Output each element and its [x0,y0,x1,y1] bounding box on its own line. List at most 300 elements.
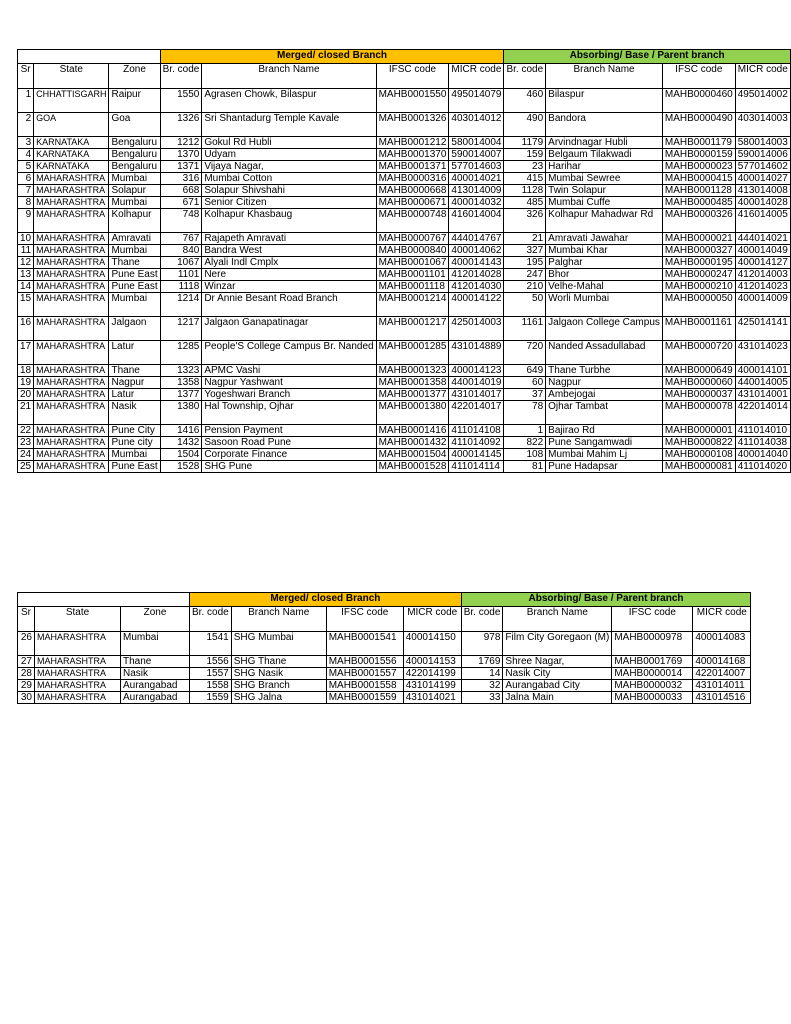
cell-merged-br-code: 767 [160,233,202,245]
cell-merged-ifsc: MAHB0001212 [376,137,449,149]
cell-absorbing-branch-name: Bilaspur [546,89,663,113]
col-header-merged-micr: MICR code [403,607,461,632]
table-row [18,668,751,680]
cell-absorbing-ifsc: MAHB0000078 [662,401,735,425]
column-header-row [18,607,751,632]
cell-absorbing-ifsc: MAHB0000327 [662,245,735,257]
table-row [18,632,751,656]
cell-state: MAHARASHTRA [34,257,109,269]
cell-merged-br-code: 1556 [190,656,232,668]
cell-sr: 15 [18,293,34,317]
cell-absorbing-br-code: 81 [504,461,546,473]
cell-state: KARNATAKA [34,161,109,173]
cell-absorbing-micr: 431014516 [693,692,751,704]
cell-absorbing-br-code: 415 [504,173,546,185]
cell-state: MAHARASHTRA [34,185,109,197]
cell-merged-br-code: 1067 [160,257,202,269]
cell-sr: 21 [18,401,34,425]
cell-sr: 24 [18,449,34,461]
col-header-merged-micr: MICR code [449,64,504,89]
cell-absorbing-ifsc: MAHB0000021 [662,233,735,245]
cell-merged-micr: 440014019 [449,377,504,389]
cell-absorbing-branch-name: Arvindnagar Hubli [546,137,663,149]
cell-absorbing-micr: 400014127 [735,257,790,269]
cell-absorbing-ifsc: MAHB0000978 [612,632,693,656]
cell-absorbing-ifsc: MAHB0000822 [662,437,735,449]
cell-merged-branch-name: Corporate Finance [202,449,376,461]
cell-absorbing-branch-name: Thane Turbhe [546,365,663,377]
cell-absorbing-micr: 440014005 [735,377,790,389]
cell-merged-micr: 580014004 [449,137,504,149]
cell-sr: 23 [18,437,34,449]
cell-absorbing-branch-name: Bhor [546,269,663,281]
cell-sr: 4 [18,149,34,161]
cell-absorbing-br-code: 1769 [461,656,503,668]
cell-sr: 30 [18,692,35,704]
cell-state: MAHARASHTRA [34,377,109,389]
cell-sr: 6 [18,173,34,185]
cell-state: MAHARASHTRA [34,173,109,185]
cell-absorbing-ifsc: MAHB0000649 [662,365,735,377]
cell-absorbing-micr: 431014011 [693,680,751,692]
cell-zone: Kolhapur [109,209,160,233]
cell-merged-micr: 431014889 [449,341,504,365]
table-row [18,656,751,668]
col-header-absorbing-br-code: Br. code [504,64,546,89]
cell-absorbing-micr: 400014028 [735,197,790,209]
cell-absorbing-ifsc: MAHB0001769 [612,656,693,668]
cell-merged-branch-name: SHG Jalna [231,692,326,704]
cell-zone: Mumbai [109,197,160,209]
cell-absorbing-branch-name: Jalna Main [503,692,612,704]
cell-absorbing-ifsc: MAHB0000023 [662,161,735,173]
cell-merged-branch-name: Bandra West [202,245,376,257]
cell-merged-ifsc: MAHB0001550 [376,89,449,113]
cell-absorbing-br-code: 60 [504,377,546,389]
cell-absorbing-ifsc: MAHB0000247 [662,269,735,281]
table-row [18,281,791,293]
cell-absorbing-br-code: 14 [461,668,503,680]
cell-absorbing-branch-name: Belgaum Tilakwadi [546,149,663,161]
col-header-merged-ifsc: IFSC code [326,607,403,632]
cell-merged-ifsc: MAHB0001285 [376,341,449,365]
cell-merged-micr: 411014114 [449,461,504,473]
cell-merged-branch-name: Hal Township, Ojhar [202,401,376,425]
cell-absorbing-micr: 403014003 [735,113,790,137]
cell-absorbing-branch-name: Jalgaon College Campus [546,317,663,341]
cell-merged-micr: 400014122 [449,293,504,317]
col-header-merged-branch-name: Branch Name [231,607,326,632]
col-header-sr: Sr [18,607,35,632]
cell-zone: Mumbai [109,245,160,257]
cell-absorbing-micr: 431014023 [735,341,790,365]
cell-merged-branch-name: SHG Nasik [231,668,326,680]
cell-absorbing-branch-name: Bandora [546,113,663,137]
col-header-absorbing-branch-name: Branch Name [503,607,612,632]
cell-merged-branch-name: Nagpur Yashwant [202,377,376,389]
cell-absorbing-br-code: 1 [504,425,546,437]
cell-merged-br-code: 1326 [160,113,202,137]
cell-merged-br-code: 1504 [160,449,202,461]
cell-merged-branch-name: Udyam [202,149,376,161]
cell-absorbing-branch-name: Worli Mumbai [546,293,663,317]
cell-merged-ifsc: MAHB0001559 [326,692,403,704]
table-row [18,425,791,437]
cell-merged-br-code: 1358 [160,377,202,389]
cell-merged-ifsc: MAHB0001214 [376,293,449,317]
cell-absorbing-branch-name: Kolhapur Mahadwar Rd [546,209,663,233]
cell-zone: Amravati [109,233,160,245]
cell-merged-ifsc: MAHB0001370 [376,149,449,161]
cell-merged-ifsc: MAHB0000748 [376,209,449,233]
cell-absorbing-br-code: 1179 [504,137,546,149]
cell-state: MAHARASHTRA [34,365,109,377]
cell-absorbing-branch-name: Velhe-Mahal [546,281,663,293]
table-row [18,137,791,149]
cell-merged-ifsc: MAHB0001556 [326,656,403,668]
cell-merged-branch-name: SHG Thane [231,656,326,668]
cell-absorbing-micr: 412014023 [735,281,790,293]
cell-absorbing-br-code: 21 [504,233,546,245]
cell-absorbing-micr: 425014141 [735,317,790,341]
cell-absorbing-branch-name: Amravati Jawahar [546,233,663,245]
cell-absorbing-br-code: 50 [504,293,546,317]
cell-zone: Goa [109,113,160,137]
col-header-zone: Zone [109,64,160,89]
cell-state: MAHARASHTRA [34,401,109,425]
cell-absorbing-br-code: 195 [504,257,546,269]
cell-absorbing-micr: 411014020 [735,461,790,473]
cell-state: MAHARASHTRA [34,245,109,257]
cell-sr: 13 [18,269,34,281]
cell-merged-ifsc: MAHB0001371 [376,161,449,173]
cell-absorbing-ifsc: MAHB0000415 [662,173,735,185]
cell-merged-br-code: 1217 [160,317,202,341]
merged-branch-band: Merged/ closed Branch [160,50,504,64]
band-header-row [18,50,791,64]
cell-absorbing-br-code: 210 [504,281,546,293]
cell-absorbing-branch-name: Mumbai Sewree [546,173,663,185]
cell-zone: Latur [109,389,160,401]
cell-merged-br-code: 1377 [160,389,202,401]
cell-zone: Pune City [109,425,160,437]
cell-absorbing-ifsc: MAHB0000033 [612,692,693,704]
cell-absorbing-branch-name: Mumbai Khar [546,245,663,257]
cell-absorbing-ifsc: MAHB0000326 [662,209,735,233]
cell-zone: Nasik [109,401,160,425]
cell-zone: Bengaluru [109,149,160,161]
cell-absorbing-ifsc: MAHB0000014 [612,668,693,680]
table-row [18,149,791,161]
cell-merged-ifsc: MAHB0001380 [376,401,449,425]
cell-merged-br-code: 671 [160,197,202,209]
cell-merged-br-code: 1541 [190,632,232,656]
table-row [18,317,791,341]
cell-absorbing-micr: 400014009 [735,293,790,317]
cell-absorbing-ifsc: MAHB0000159 [662,149,735,161]
cell-merged-micr: 577014603 [449,161,504,173]
cell-absorbing-branch-name: Mumbai Mahim Lj [546,449,663,461]
cell-merged-branch-name: Mumbai Cotton [202,173,376,185]
cell-merged-micr: 422014017 [449,401,504,425]
cell-sr: 28 [18,668,35,680]
cell-absorbing-br-code: 327 [504,245,546,257]
cell-merged-br-code: 1101 [160,269,202,281]
cell-merged-br-code: 1557 [190,668,232,680]
table-row [18,437,791,449]
cell-merged-ifsc: MAHB0001541 [326,632,403,656]
cell-state: MAHARASHTRA [34,293,109,317]
table-row [18,365,791,377]
cell-absorbing-branch-name: Nanded Assadullabad [546,341,663,365]
cell-merged-br-code: 1285 [160,341,202,365]
cell-merged-micr: 412014030 [449,281,504,293]
cell-sr: 14 [18,281,34,293]
cell-sr: 2 [18,113,34,137]
table-row [18,341,791,365]
cell-absorbing-br-code: 326 [504,209,546,233]
cell-merged-micr: 412014028 [449,269,504,281]
cell-merged-br-code: 1371 [160,161,202,173]
cell-absorbing-micr: 400014083 [693,632,751,656]
cell-merged-micr: 431014199 [403,680,461,692]
cell-state: MAHARASHTRA [35,632,121,656]
absorbing-branch-band: Absorbing/ Base / Parent branch [461,593,751,607]
cell-merged-br-code: 1528 [160,461,202,473]
col-header-absorbing-micr: MICR code [735,64,790,89]
cell-merged-br-code: 1370 [160,149,202,161]
cell-absorbing-ifsc: MAHB0001179 [662,137,735,149]
cell-absorbing-ifsc: MAHB0000108 [662,449,735,461]
cell-merged-br-code: 1118 [160,281,202,293]
cell-merged-ifsc: MAHB0001504 [376,449,449,461]
cell-absorbing-br-code: 37 [504,389,546,401]
cell-zone: Jalgaon [109,317,160,341]
branch-merger-table-2 [17,592,751,704]
cell-merged-ifsc: MAHB0001528 [376,461,449,473]
cell-absorbing-br-code: 78 [504,401,546,425]
cell-absorbing-micr: 590014006 [735,149,790,161]
cell-merged-branch-name: Kolhapur Khasbaug [202,209,376,233]
col-header-sr: Sr [18,64,34,89]
cell-absorbing-micr: 413014008 [735,185,790,197]
cell-zone: Bengaluru [109,161,160,173]
cell-merged-ifsc: MAHB0001432 [376,437,449,449]
cell-state: MAHARASHTRA [34,461,109,473]
cell-state: MAHARASHTRA [35,656,121,668]
cell-state: MAHARASHTRA [34,197,109,209]
cell-absorbing-branch-name: Bajirao Rd [546,425,663,437]
cell-merged-ifsc: MAHB0001323 [376,365,449,377]
cell-sr: 5 [18,161,34,173]
table-row [18,692,751,704]
col-header-absorbing-ifsc: IFSC code [662,64,735,89]
cell-absorbing-micr: 444014021 [735,233,790,245]
table-row [18,377,791,389]
cell-merged-ifsc: MAHB0000840 [376,245,449,257]
table-row [18,269,791,281]
cell-merged-branch-name: Pension Payment [202,425,376,437]
table-row [18,233,791,245]
cell-absorbing-micr: 400014027 [735,173,790,185]
cell-zone: Solapur [109,185,160,197]
cell-merged-branch-name: Jalgaon Ganapatinagar [202,317,376,341]
cell-merged-micr: 400014021 [449,173,504,185]
col-header-absorbing-micr: MICR code [693,607,751,632]
table-row [18,209,791,233]
cell-sr: 26 [18,632,35,656]
cell-merged-br-code: 1559 [190,692,232,704]
cell-zone: Mumbai [121,632,190,656]
table-row [18,245,791,257]
cell-merged-ifsc: MAHB0000668 [376,185,449,197]
cell-absorbing-ifsc: MAHB0000081 [662,461,735,473]
cell-absorbing-br-code: 247 [504,269,546,281]
cell-absorbing-br-code: 108 [504,449,546,461]
cell-state: MAHARASHTRA [35,668,121,680]
absorbing-branch-band: Absorbing/ Base / Parent branch [504,50,790,64]
cell-state: MAHARASHTRA [34,269,109,281]
col-header-state: State [34,64,109,89]
cell-absorbing-ifsc: MAHB0001161 [662,317,735,341]
table-row [18,89,791,113]
table-1-body [18,50,791,473]
cell-merged-branch-name: Solapur Shivshahi [202,185,376,197]
cell-merged-ifsc: MAHB0001118 [376,281,449,293]
col-header-merged-br-code: Br. code [160,64,202,89]
table-row [18,401,791,425]
cell-absorbing-br-code: 649 [504,365,546,377]
cell-absorbing-branch-name: Harihar [546,161,663,173]
cell-merged-ifsc: MAHB0001416 [376,425,449,437]
cell-absorbing-micr: 400014040 [735,449,790,461]
cell-sr: 25 [18,461,34,473]
cell-sr: 9 [18,209,34,233]
col-header-merged-br-code: Br. code [190,607,232,632]
cell-state: KARNATAKA [34,149,109,161]
cell-merged-ifsc: MAHB0000316 [376,173,449,185]
cell-merged-micr: 495014079 [449,89,504,113]
cell-merged-micr: 422014199 [403,668,461,680]
cell-merged-br-code: 668 [160,185,202,197]
cell-merged-branch-name: People'S College Campus Br. Nanded [202,341,376,365]
cell-zone: Pune East [109,269,160,281]
cell-merged-branch-name: Sri Shantadurg Temple Kavale [202,113,376,137]
cell-absorbing-branch-name: Palghar [546,257,663,269]
cell-state: MAHARASHTRA [34,281,109,293]
merged-branch-band: Merged/ closed Branch [190,593,462,607]
table-2-body [18,593,751,704]
cell-merged-ifsc: MAHB0001067 [376,257,449,269]
cell-absorbing-ifsc: MAHB0000485 [662,197,735,209]
cell-merged-br-code: 316 [160,173,202,185]
cell-sr: 19 [18,377,34,389]
cell-merged-micr: 416014004 [449,209,504,233]
table-row [18,113,791,137]
cell-absorbing-br-code: 720 [504,341,546,365]
cell-sr: 12 [18,257,34,269]
cell-merged-br-code: 1323 [160,365,202,377]
cell-merged-branch-name: Nere [202,269,376,281]
cell-absorbing-micr: 422014007 [693,668,751,680]
cell-merged-branch-name: Alyali Indl Cmplx [202,257,376,269]
col-header-zone: Zone [121,607,190,632]
cell-absorbing-br-code: 822 [504,437,546,449]
cell-zone: Thane [121,656,190,668]
cell-absorbing-br-code: 460 [504,89,546,113]
cell-state: MAHARASHTRA [34,209,109,233]
cell-merged-branch-name: APMC Vashi [202,365,376,377]
cell-absorbing-br-code: 32 [461,680,503,692]
cell-merged-branch-name: Agrasen Chowk, Bilaspur [202,89,376,113]
cell-merged-br-code: 1558 [190,680,232,692]
cell-merged-micr: 411014092 [449,437,504,449]
cell-zone: Mumbai [109,449,160,461]
cell-merged-ifsc: MAHB0001358 [376,377,449,389]
cell-merged-branch-name: Dr Annie Besant Road Branch [202,293,376,317]
cell-sr: 20 [18,389,34,401]
cell-merged-micr: 431014021 [403,692,461,704]
band-blank-cell [18,593,190,607]
table-row [18,461,791,473]
table-row [18,680,751,692]
cell-zone: Aurangabad [121,692,190,704]
cell-merged-branch-name: Rajapeth Amravati [202,233,376,245]
cell-merged-micr: 413014009 [449,185,504,197]
cell-merged-branch-name: SHG Pune [202,461,376,473]
cell-state: MAHARASHTRA [34,437,109,449]
cell-state: GOA [34,113,109,137]
cell-sr: 18 [18,365,34,377]
cell-absorbing-br-code: 485 [504,197,546,209]
cell-sr: 17 [18,341,34,365]
cell-state: MAHARASHTRA [34,389,109,401]
cell-merged-br-code: 748 [160,209,202,233]
cell-absorbing-micr: 411014038 [735,437,790,449]
table-row [18,185,791,197]
cell-sr: 7 [18,185,34,197]
cell-absorbing-branch-name: Ojhar Tambat [546,401,663,425]
cell-absorbing-ifsc: MAHB0000001 [662,425,735,437]
band-blank-cell [18,50,161,64]
cell-state: MAHARASHTRA [34,425,109,437]
cell-zone: Aurangabad [121,680,190,692]
cell-absorbing-ifsc: MAHB0000490 [662,113,735,137]
cell-merged-ifsc: MAHB0001217 [376,317,449,341]
cell-merged-br-code: 1432 [160,437,202,449]
cell-zone: Thane [109,257,160,269]
cell-absorbing-branch-name: Nasik City [503,668,612,680]
cell-merged-ifsc: MAHB0001558 [326,680,403,692]
cell-merged-br-code: 1214 [160,293,202,317]
table-row [18,449,791,461]
cell-merged-micr: 400014145 [449,449,504,461]
cell-merged-micr: 590014007 [449,149,504,161]
cell-merged-branch-name: Yogeshwari Branch [202,389,376,401]
cell-merged-br-code: 1550 [160,89,202,113]
cell-merged-br-code: 1380 [160,401,202,425]
cell-absorbing-micr: 412014003 [735,269,790,281]
cell-merged-ifsc: MAHB0000767 [376,233,449,245]
cell-absorbing-ifsc: MAHB0000037 [662,389,735,401]
cell-absorbing-branch-name: Ambejogai [546,389,663,401]
cell-merged-branch-name: SHG Branch [231,680,326,692]
cell-merged-ifsc: MAHB0001101 [376,269,449,281]
cell-absorbing-br-code: 33 [461,692,503,704]
cell-absorbing-micr: 400014049 [735,245,790,257]
cell-absorbing-ifsc: MAHB0000210 [662,281,735,293]
cell-absorbing-branch-name: Shree Nagar, [503,656,612,668]
